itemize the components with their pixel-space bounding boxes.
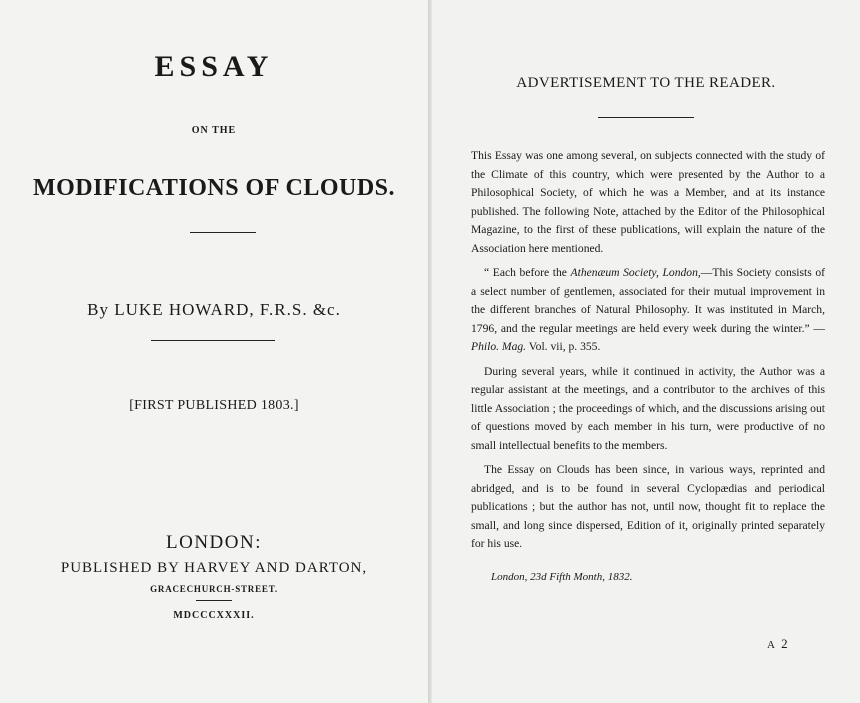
author-by: By [87, 300, 109, 319]
paragraph-3: During several years, while it continued in activity, the Author was a regular assistant at the meetings, and a contributor to the archives of this little Association ; the proceedings of which, and the discussions arising out of questions moved by each member in his turn, were productive of no small intellectual benefits to the members. [471, 364, 825, 452]
author-name: LUKE HOWARD, F.R.S. &c. [114, 300, 341, 319]
imprint-city: LONDON: [166, 532, 262, 553]
author-divider [151, 340, 275, 341]
main-title: MODIFICATIONS OF CLOUDS. [32, 175, 396, 201]
essay-title: ESSAY [154, 50, 274, 83]
on-the-text: ON THE [191, 125, 237, 136]
paragraph-1: This Essay was one among several, on subjects connected with the study of the Climate of this country, which were presented by the Author to a Philosophical Society, of which he was a Member, and at its instance published. The following Note, attached by the Editor of the Philosophical Magazine, to the first of these publications, will explain the nature of the Association here mentioned. [471, 149, 825, 255]
paragraph-4: The Essay on Clouds has been since, in various ways, reprinted and abridged, and is to be found in several Cyclopædias and periodical publications ; but the author has not, until now, thought fit to replace the small, and long since dispersed, Edition of it, originally printed separately for his use. [471, 463, 825, 550]
title-page [0, 0, 428, 703]
advertisement-heading: ADVERTISEMENT TO THE READER. [516, 75, 776, 91]
imprint-publisher: PUBLISHED BY HARVEY AND DARTON, [60, 560, 368, 576]
imprint-street: GRACECHURCH-STREET. [150, 584, 278, 594]
title-divider [190, 232, 256, 233]
society-name: Athenæum Society, London, [570, 266, 701, 279]
dateline: London, 23d Fifth Month, 1832. [491, 571, 633, 583]
citation-source: Philo. Mag. [471, 340, 527, 353]
imprint-divider [196, 600, 232, 601]
citation-volume: Vol. vii, p. 355. [526, 340, 601, 353]
quote-body: —This Society consists of a select number of gentlemen, associated for their mutual improvement in the different branches of Natural Philosophy. It was instituted in March, 1796, and the regular meetings are held every week during the winter.” — [471, 266, 825, 335]
advertisement-page [432, 0, 860, 703]
signature-letter: A [767, 639, 777, 651]
signature-mark [767, 636, 790, 652]
quote-start: “ Each before the [484, 266, 571, 279]
imprint-year: MDCCCXXXII. [173, 610, 255, 621]
first-published-note: [FIRST PUBLISHED 1803.] [129, 398, 299, 413]
heading-divider [598, 117, 694, 118]
signature-number: 2 [781, 636, 790, 651]
author-line [0, 300, 428, 320]
advertisement-body [471, 147, 825, 560]
paragraph-2 [471, 264, 825, 357]
